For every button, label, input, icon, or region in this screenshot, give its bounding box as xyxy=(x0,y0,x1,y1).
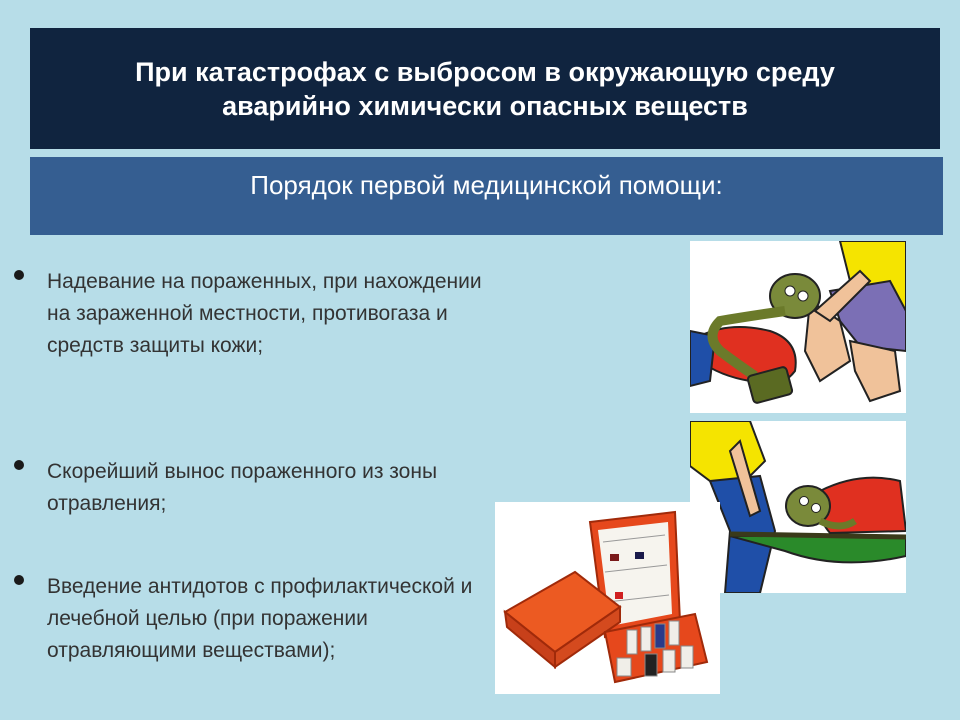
bullet-dot-icon xyxy=(14,575,24,585)
title-line-2: аварийно химически опасных веществ xyxy=(222,90,748,121)
title-line-1: При катастрофах с выбросом в окружающую среду xyxy=(135,56,835,87)
bullet-text: Скорейший вынос пораженного из зоны отравления; xyxy=(47,460,438,515)
bullet-dot-icon xyxy=(14,270,24,280)
stretcher-evacuation-illustration-icon xyxy=(690,421,906,593)
slide-subtitle: Порядок первой медицинской помощи: xyxy=(30,157,943,235)
bullet-text: Введение антидотов с профилактической и лечебной целью (при поражении отравляющими веществами); xyxy=(47,575,473,662)
bullet-text: Надевание на пораженных, при нахождении на зараженной местности, противогаза и средств защиты кожи; xyxy=(47,270,482,357)
antidote-first-aid-kit-photo-icon xyxy=(495,502,720,694)
slide-title xyxy=(30,28,940,149)
gas-mask-rescue-illustration-icon xyxy=(690,241,906,413)
bullet-dot-icon xyxy=(14,460,24,470)
